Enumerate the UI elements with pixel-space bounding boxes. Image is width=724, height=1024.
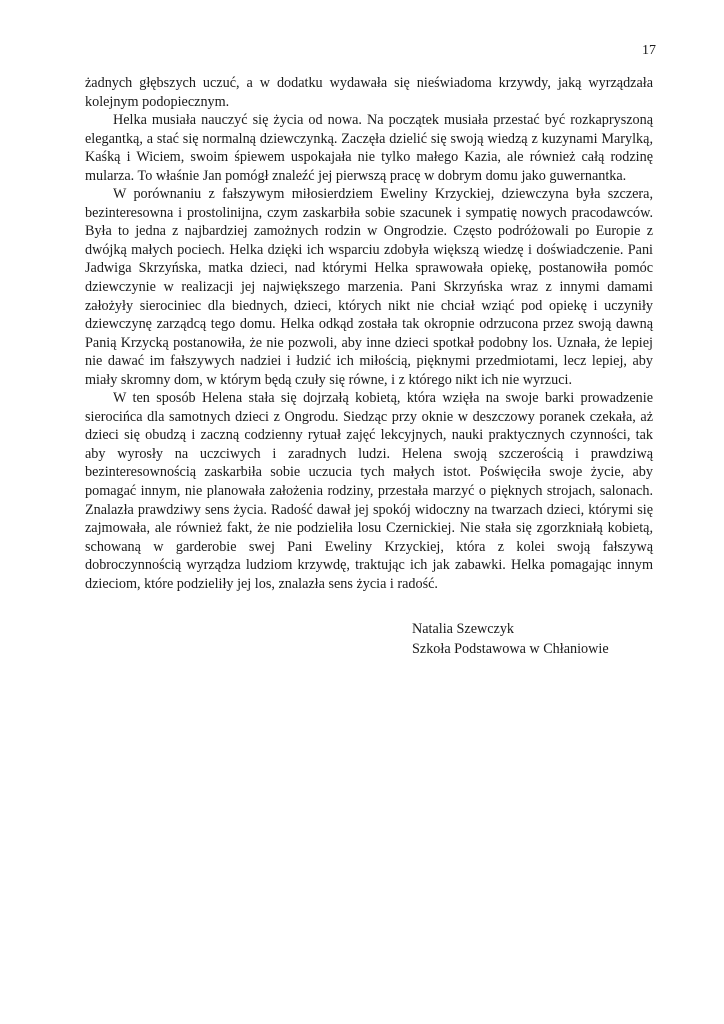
body-text xyxy=(85,74,653,593)
paragraph: Helka musiała nauczyć się życia od nowa. Na początek musiała przestać być rozkapryszoną elegantką, a stać się normalną dziewczynką. Zaczęła dzielić się swoją wiedzą z kuzynami Marylką, Kaśką i Wiciem, swoim śpiewem uspokajała nie tylko małego Kazia, ale również całą rodzinę mularza. To właśnie Jan pomógł znaleźć jej pierwszą pracę w dobrym domu jako guwernantka. xyxy=(85,112,653,184)
paragraph: żadnych głębszych uczuć, a w dodatku wydawała się nieświadoma krzywdy, jaką wyrządzała kolejnym podopiecznym. xyxy=(85,75,653,110)
paragraph: W porównaniu z fałszywym miłosierdziem Eweliny Krzyckiej, dziewczyna była szczera, bezinteresowna i prostolinijna, czym zaskarbiła sobie szacunek i sympatię nowych pracodawców. Była to jedna z najbardziej zamożnych rodzin w Ongrodzie. Często podróżowali po Europie z dwójką małych pociech. Helka dzięki ich wsparciu zdobyła większą wiedzę i doświadczenie. Pani Jadwiga Skrzyńska, matka dzieci, nad którymi Helka sprawowała opiekę, postanowiła pomóc dziewczynie w realizacji jej największego marzenia. Pani Skrzyńska wraz z innymi damami założyły sierociniec dla biednych, dzieci, których nikt nie chciał wziąć pod opiekę i uczyniły dziewczynę zarządcą tego domu. Helka odkąd została tak okropnie odrzucona przez swoją dawną Panią Krzycką postanowiła, że nie pozwoli, aby inne dzieci spotkał podobny los. Uznała, że lepiej nie dawać im fałszywych nadziei i łudzić ich miłością, pięknymi przedmiotami, lecz lepiej, aby miały skromny dom, w którym będą czuły się równe, i z którego nikt ich nie wyrzuci. xyxy=(85,186,653,388)
paragraph: W ten sposób Helena stała się dojrzałą kobietą, która wzięła na swoje barki prowadzenie sierocińca dla samotnych dzieci z Ongrodu. Siedząc przy oknie w deszczowy poranek czekała, aż dzieci się obudzą i zaczną codzienny rytuał zajęć lekcyjnych, nauki praktycznych czynności, tak aby wyrosły na uczciwych i zaradnych ludzi. Helena swoją szczerością i prawdziwą bezinteresownością zaskarbiła sobie uczucia tych małych istot. Poświęciła swoje życie, aby pomagać innym, nie planowała założenia rodziny, przestała marzyć o pięknych strojach, salonach. Znalazła prawdziwy sens życia. Radość dawał jej spokój widoczny na twarzach dzieci, którymi się zajmowała, ale również fakt, że nie podzieliła losu Czernickiej. Nie stała się zgorzkniałą kobietą, schowaną w garderobie swej Pani Eweliny Krzyckiej, która z kolei swoją fałszywą dobroczynnością wyrządza ludziom krzywdę, traktując ich jak zabawki. Helka pomagając innym dzieciom, które podzieliły jej los, znalazła sens życia i radość. xyxy=(85,390,653,592)
page-number: 17 xyxy=(642,43,656,58)
author-name: Natalia Szewczyk xyxy=(412,621,515,637)
school-name: Szkoła Podstawowa w Chłaniowie xyxy=(412,641,609,657)
signature-block xyxy=(412,619,609,659)
